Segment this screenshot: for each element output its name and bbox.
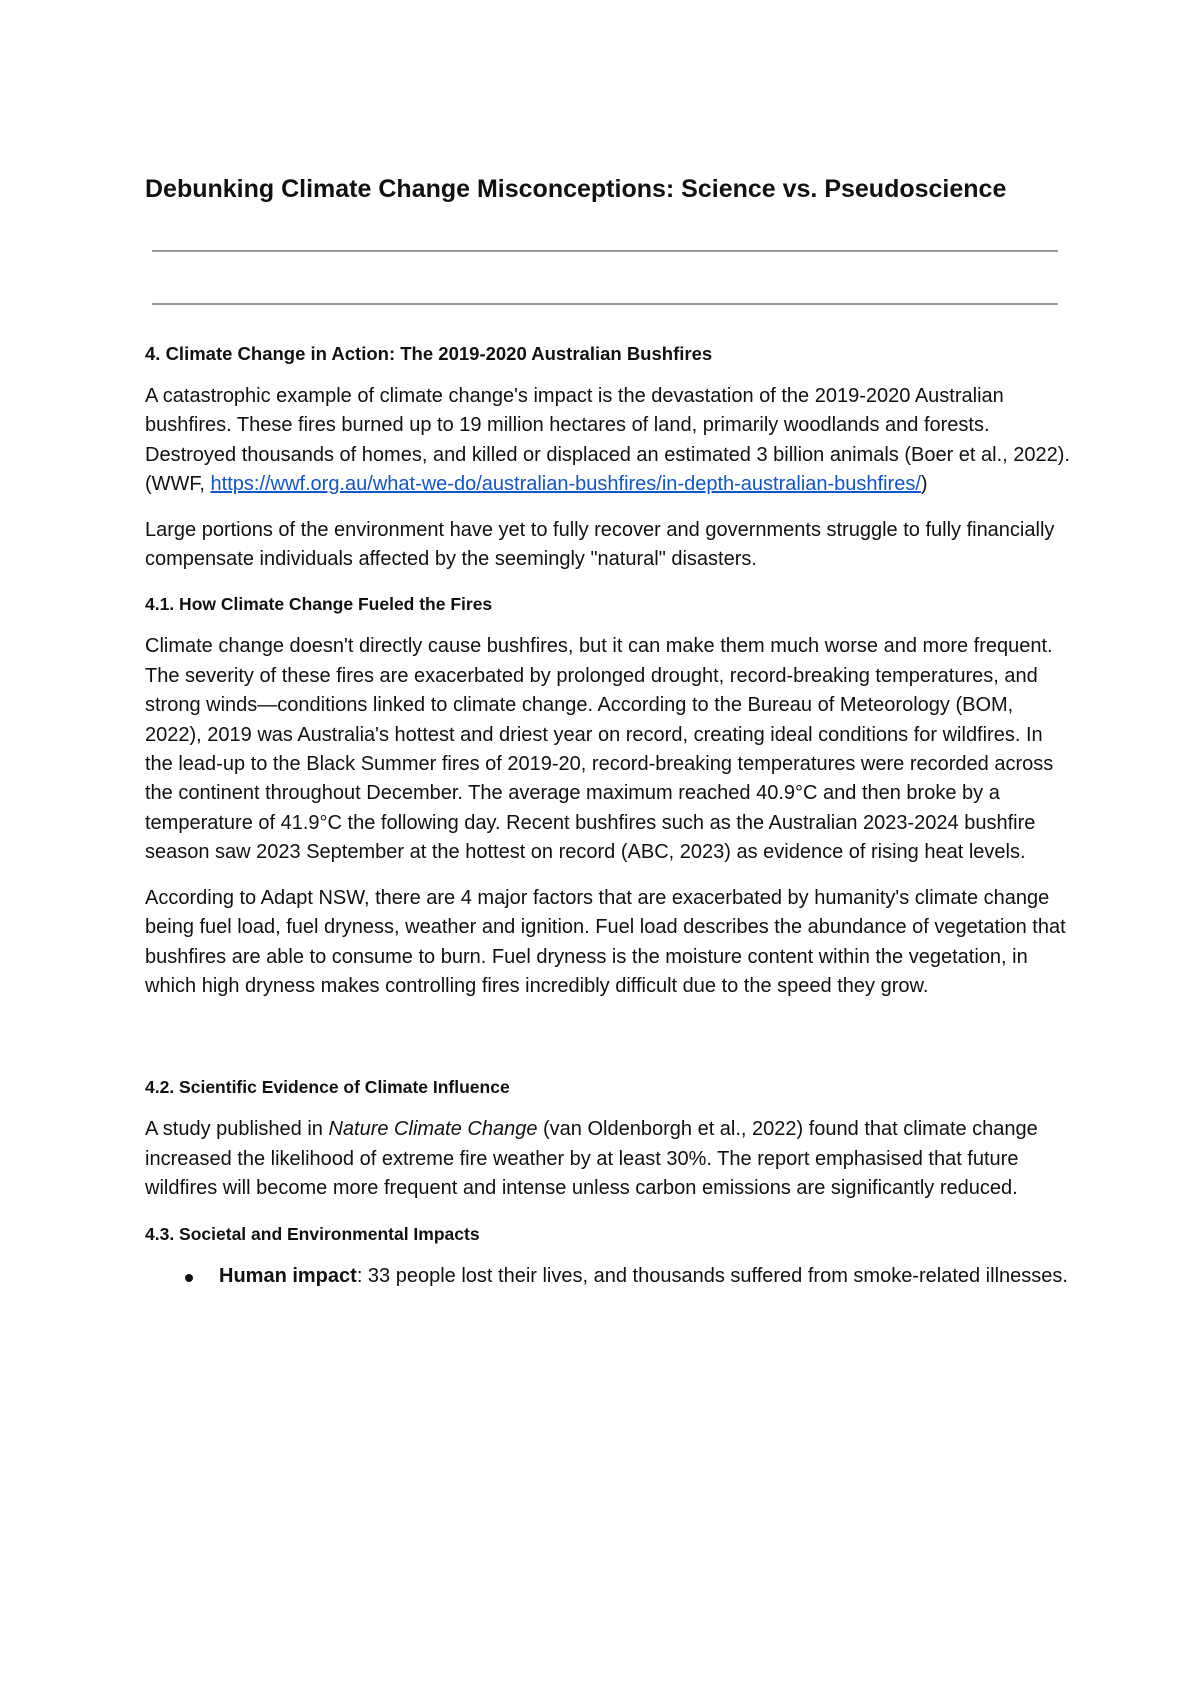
page-title: Debunking Climate Change Misconceptions: Science vs. Pseudoscience bbox=[145, 175, 1007, 203]
section-heading-4: 4. Climate Change in Action: The 2019-2020 Australian Bushfires bbox=[145, 343, 713, 364]
paragraph: According to Adapt NSW, there are 4 major factors that are exacerbated by humanity's climate change being fuel load, fuel dryness, weather and ignition. Fuel load describes the abundance of vegetation that bushfires are able to consume to burn. Fuel dryness is the moisture content within the vegetation, in which high dryness makes controlling fires incredibly difficult due to the speed they grow. bbox=[145, 886, 1066, 997]
paragraph bbox=[145, 382, 1070, 500]
section-heading-4-2: 4.2. Scientific Evidence of Climate Influence bbox=[145, 1077, 510, 1098]
wwf-link[interactable]: https://wwf.org.au/what-we-do/australian-bushfires/in-depth-australian-bushfires/ bbox=[210, 473, 921, 496]
journal-name: Nature Climate Change bbox=[328, 1118, 538, 1141]
horizontal-divider bbox=[152, 250, 1058, 252]
list-item-text: : 33 people lost their lives, and thousands suffered from smoke-related illnesses. bbox=[356, 1264, 1068, 1287]
paragraph-text: A study published in bbox=[145, 1118, 329, 1141]
bullet-icon bbox=[185, 1274, 193, 1282]
paragraph-text: ) bbox=[920, 473, 928, 496]
impact-list bbox=[145, 1262, 1070, 1291]
document-body bbox=[145, 340, 1070, 1291]
paragraph-text: (van Oldenborgh et al., 2022) found that climate change increased the likelihood of extreme fire weather by at least 30%. The report emphasised that future wildfires will become more frequent and intense unless carbon emissions are significantly reduced. bbox=[145, 1118, 1038, 1200]
spacer bbox=[145, 1017, 1070, 1073]
paragraph: Climate change doesn't directly cause bushfires, but it can make them much worse and more frequent. The severity of these fires are exacerbated by prolonged drought, record-breaking temperatures, and strong winds—conditions linked to climate change. According to the Bureau of Meteorology (BOM, 2022), 2019 was Australia's hottest and driest year on record, creating ideal conditions for wildfires. In the lead-up to the Black Summer fires of 2019-20, record-breaking temperatures were recorded across the continent throughout December. The average maximum reached 40.9°C and then broke by a temperature of 41.9°C the following day. Recent bushfires such as the Australian 2023-2024 bushfire season saw 2023 September at the hottest on record (ABC, 2023) as evidence of rising heat levels. bbox=[145, 635, 1054, 864]
section-heading-4-1: 4.1. How Climate Change Fueled the Fires bbox=[145, 594, 493, 615]
horizontal-divider bbox=[152, 303, 1058, 305]
section-heading-4-3: 4.3. Societal and Environmental Impacts bbox=[145, 1223, 480, 1244]
paragraph: Large portions of the environment have yet to fully recover and governments struggle to fully financially compensate individuals affected by the seemingly "natural" disasters. bbox=[145, 518, 1055, 571]
paragraph bbox=[145, 1115, 1070, 1203]
paragraph-text: A catastrophic example of climate change's impact is the devastation of the 2019-2020 Australian bushfires. These fires burned up to 19 million hectares of land, primarily woodlands and forests. Destroyed thousands of homes, and killed or displaced an estimated 3 billion animals (Boer et al., 2022).(WWF, bbox=[145, 385, 1070, 496]
list-item-label: Human impact bbox=[219, 1264, 357, 1287]
list-item bbox=[145, 1262, 1070, 1291]
